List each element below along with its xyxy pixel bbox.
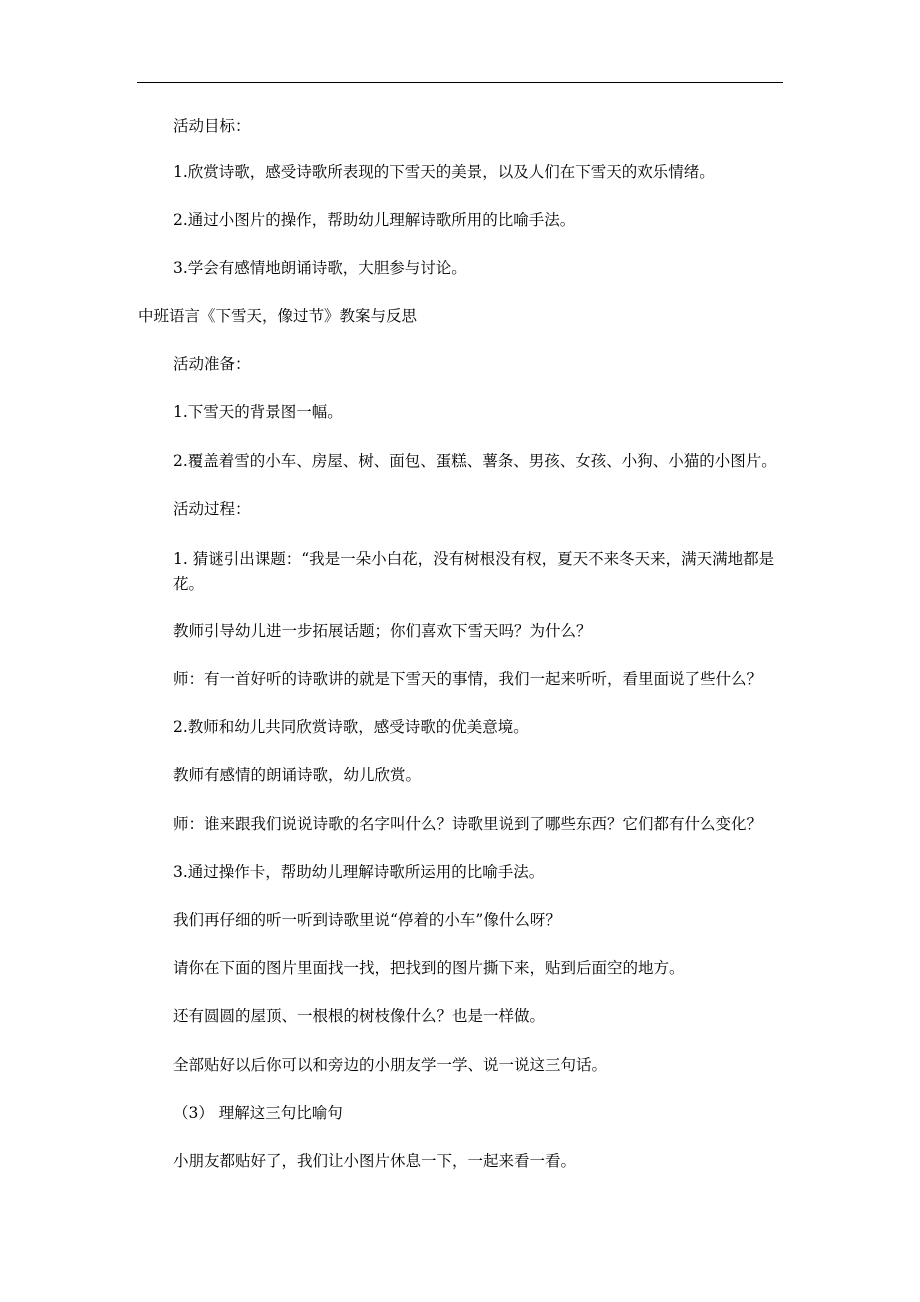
heading-activity-preparation: 活动准备：: [173, 355, 251, 373]
header-rule: [137, 82, 783, 83]
process-paragraph: 教师有感情的朗诵诗歌，幼儿欣赏。: [173, 766, 422, 784]
process-paragraph: 请你在下面的图片里面找一找，把找到的图片撕下来，贴到后面空的地方。: [173, 959, 685, 977]
process-paragraph: 全部贴好以后你可以和旁边的小朋友学一学、说一说这三句话。: [173, 1056, 608, 1074]
heading-activity-goals: 活动目标：: [173, 117, 251, 135]
process-step-3: 3.通过操作卡，帮助幼儿理解诗歌所运用的比喻手法。: [173, 863, 545, 881]
process-paragraph: 小朋友都贴好了，我们让小图片休息一下，一起来看一看。: [173, 1152, 577, 1170]
process-paragraph: 师：有一首好听的诗歌讲的就是下雪天的事情，我们一起来听听，看里面说了些什么？: [173, 670, 763, 688]
process-paragraph: 我们再仔细的听一听到诗歌里说“停着的小车”像什么呀？: [173, 911, 561, 929]
document-title: 中班语言《下雪天，像过节》教案与反思: [138, 307, 418, 325]
goal-item-2: 2.通过小图片的操作，帮助幼儿理解诗歌所用的比喻手法。: [173, 211, 576, 229]
preparation-item-2: 2.覆盖着雪的小车、房屋、树、面包、蛋糕、薯条、男孩、女孩、小狗、小猫的小图片。: [173, 452, 777, 470]
process-paragraph: 师：谁来跟我们说说诗歌的名字叫什么？诗歌里说到了哪些东西？它们都有什么变化？: [173, 815, 763, 833]
process-step-1-riddle: 1. 猜谜引出课题：“我是一朵小白花，没有树根没有杈，夏天不来冬天来，满天满地都是花。: [173, 550, 775, 593]
process-substep-3: （3） 理解这三句比喻句: [173, 1104, 343, 1122]
preparation-item-1: 1.下雪天的背景图一幅。: [173, 403, 343, 421]
heading-activity-process: 活动过程：: [173, 500, 251, 518]
process-step-2: 2.教师和幼儿共同欣赏诗歌，感受诗歌的优美意境。: [173, 718, 529, 736]
goal-item-3: 3.学会有感情地朗诵诗歌，大胆参与讨论。: [173, 259, 467, 277]
process-paragraph: 还有圆圆的屋顶、一根根的树枝像什么？也是一样做。: [173, 1007, 546, 1025]
goal-item-1: 1.欣赏诗歌，感受诗歌所表现的下雪天的美景，以及人们在下雪天的欢乐情绪。: [173, 163, 715, 181]
process-paragraph: 教师引导幼儿进一步拓展话题；你们喜欢下雪天吗？为什么？: [173, 622, 592, 640]
